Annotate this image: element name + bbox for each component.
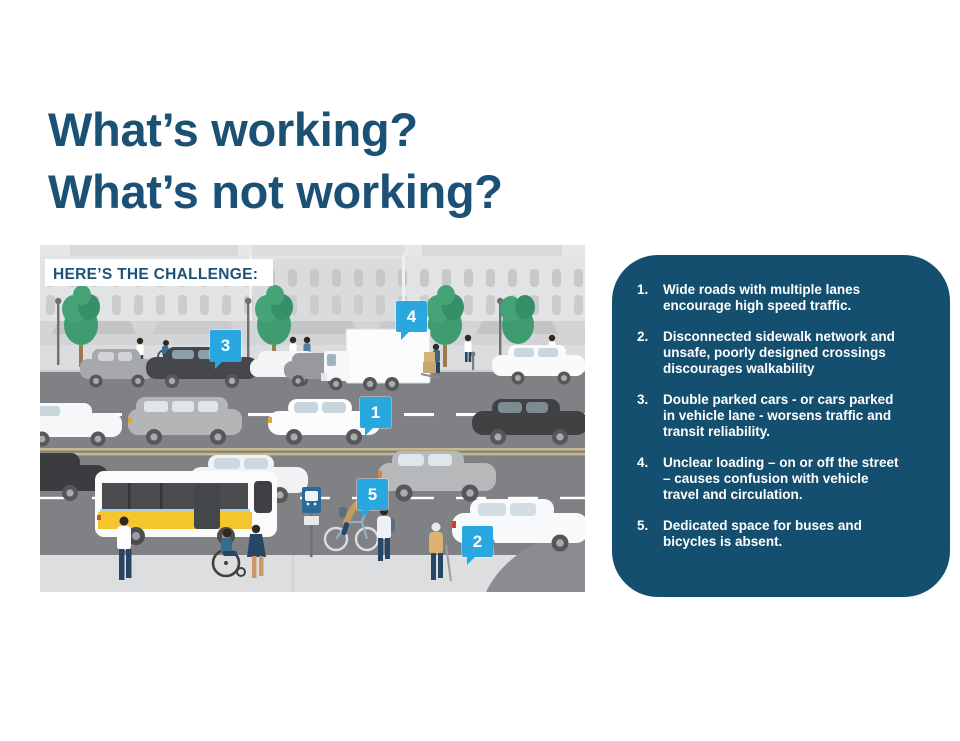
callout-number: 2 [472,531,483,551]
challenge-item-1 [637,282,922,314]
callout-number: 4 [406,306,417,326]
title-line-1: What’s working? [48,103,418,157]
challenge-list [637,282,922,550]
challenge-item-2 [637,329,922,377]
callout-number: 5 [367,484,378,504]
challenge-item-text: Disconnected sidewalk network and unsafe, poorly designed crossings discourages walkability [663,329,895,376]
challenge-item-number: 5. [637,518,649,533]
title-line-2: What’s not working? [48,165,503,219]
street-scene-illustration [40,245,585,592]
challenge-item-text: Wide roads with multiple lanes encourage high speed traffic. [663,282,861,313]
callout-number: 1 [370,402,381,422]
challenge-banner [45,259,273,286]
challenge-item-text: Double parked cars - or cars parked in vehicle lane - worsens traffic and transit reliability. [663,392,894,439]
challenge-item-text: Dedicated space for buses and bicycles is absent. [663,518,862,549]
challenge-list-panel [612,255,950,597]
challenge-item-3 [637,392,922,440]
challenge-item-4 [637,455,922,503]
challenge-banner-text: HERE’S THE CHALLENGE: [53,266,259,283]
street-scene-svg [40,245,585,592]
page-title [48,99,503,223]
challenge-item-number: 3. [637,392,649,407]
challenge-item-5 [637,518,922,550]
challenge-item-number: 4. [637,455,649,470]
challenge-item-text: Unclear loading – on or off the street – causes confusion with vehicle travel and circulation. [663,455,899,502]
callout-number: 3 [220,335,231,355]
challenge-item-number: 2. [637,329,649,344]
challenge-item-number: 1. [637,282,649,297]
